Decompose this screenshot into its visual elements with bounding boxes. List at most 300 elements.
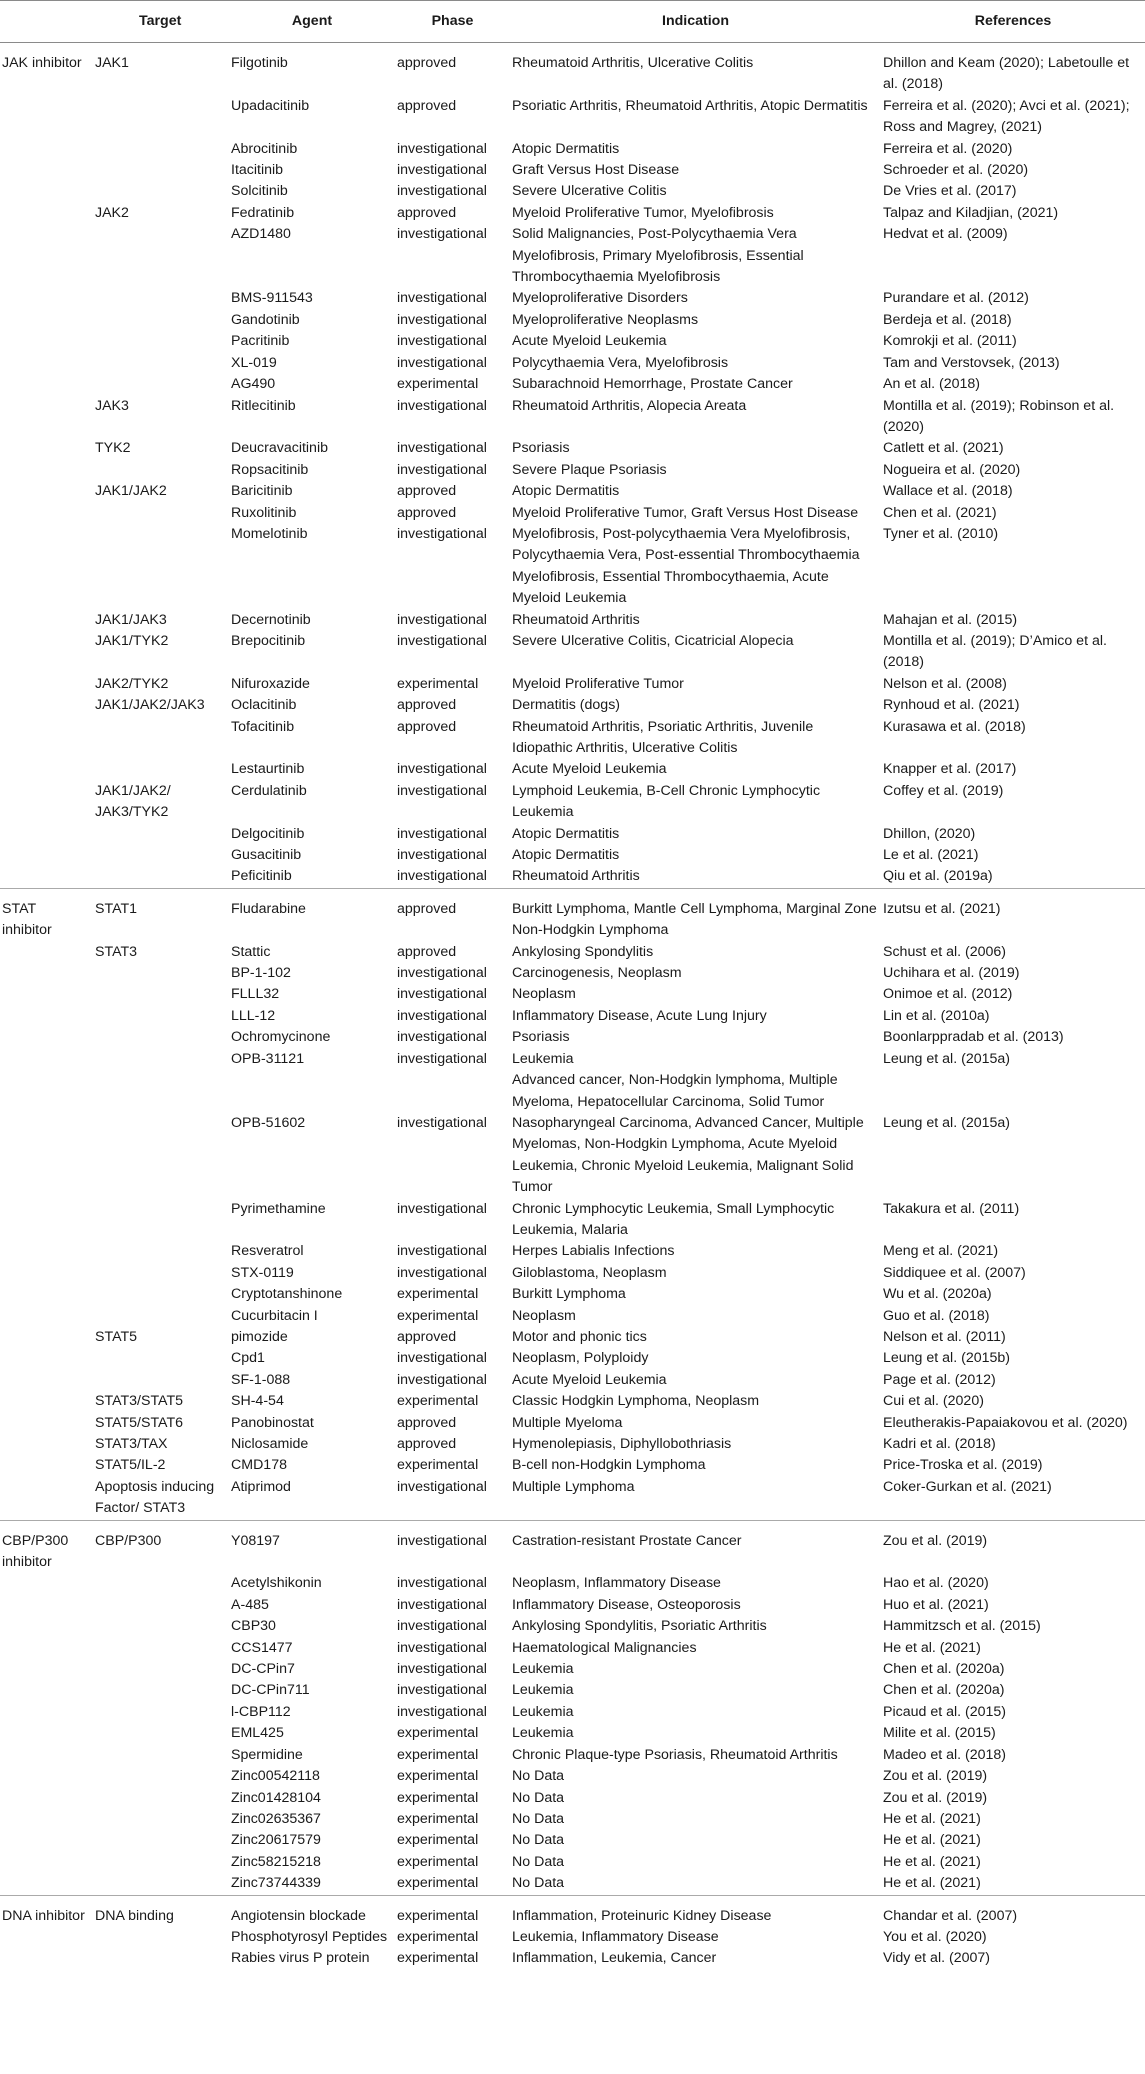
empty-cell [0, 1434, 93, 1455]
agent-cell: Zinc20617579 [231, 1832, 321, 1849]
table-row [0, 1680, 1145, 1701]
table-row [0, 1616, 1145, 1637]
references-cell: Hao et al. (2020) [883, 1575, 989, 1592]
references-cell: Dhillon, (2020) [883, 825, 976, 842]
target-cell [93, 310, 229, 331]
table-row [0, 1284, 1145, 1305]
target-cell: STAT1 [95, 900, 138, 917]
agent-cell: Angiotensin blockade [231, 1907, 366, 1924]
empty-cell [0, 610, 93, 631]
table-row [0, 160, 1145, 181]
empty-cell [0, 963, 93, 984]
references-cell: He et al. (2021) [883, 1875, 981, 1892]
references-cell: Chen et al. (2020a) [883, 1682, 1005, 1699]
target-cell [93, 1830, 229, 1851]
agent-cell: BMS-911543 [231, 290, 313, 307]
empty-cell [0, 1638, 93, 1659]
target-cell [93, 866, 229, 888]
agent-cell: Nifuroxazide [231, 675, 310, 692]
phase-cell: investigational [397, 140, 487, 157]
indication-cell: Subarachnoid Hemorrhage, Prostate Cancer [512, 376, 793, 393]
references-cell: Picaud et al. (2015) [883, 1703, 1007, 1720]
references-cell: Qiu et al. (2019a) [883, 868, 993, 885]
empty-cell [0, 503, 93, 524]
target-cell [93, 1852, 229, 1873]
empty-cell [0, 1873, 93, 1895]
empty-cell [0, 759, 93, 780]
phase-cell: investigational [397, 162, 487, 179]
agent-cell: pimozide [231, 1328, 288, 1345]
agent-cell: Ruxolitinib [231, 504, 297, 521]
references-cell: He et al. (2021) [883, 1832, 981, 1849]
phase-cell: approved [397, 504, 457, 521]
phase-cell: investigational [397, 1618, 487, 1635]
target-cell [93, 331, 229, 352]
empty-cell [0, 524, 93, 610]
category-cell: CBP/P300 inhibitor [2, 1532, 69, 1571]
references-cell: Takakura et al. (2011) [883, 1200, 1020, 1217]
references-cell: Leung et al. (2015a) [883, 1114, 1010, 1131]
target-cell: JAK1/JAK2/ JAK3/TYK2 [95, 782, 171, 821]
agent-cell: Fedratinib [231, 204, 295, 221]
target-cell: JAK2 [95, 204, 129, 221]
indication-cell: Atopic Dermatitis [512, 140, 620, 157]
target-cell [93, 160, 229, 181]
empty-cell [0, 781, 93, 824]
references-cell: Coffey et al. (2019) [883, 782, 1004, 799]
target-cell [93, 1263, 229, 1284]
table-row [0, 1595, 1145, 1616]
target-cell: JAK1/JAK2/JAK3 [95, 697, 205, 714]
references-cell: Leung et al. (2015b) [883, 1350, 1010, 1367]
table-row [0, 1873, 1145, 1895]
phase-cell: experimental [397, 1810, 479, 1827]
header-references: References [881, 1, 1145, 43]
header-agent: Agent [229, 1, 395, 43]
indication-cell: No Data [512, 1832, 565, 1849]
phase-cell: investigational [397, 986, 487, 1003]
table-row [0, 96, 1145, 139]
target-cell [93, 1573, 229, 1594]
references-cell: Onimoe et al. (2012) [883, 986, 1013, 1003]
phase-cell: approved [397, 718, 457, 735]
agent-cell: Zinc73744339 [231, 1875, 321, 1892]
agent-cell: Ochromycinone [231, 1029, 331, 1046]
table-row [0, 1413, 1145, 1434]
indication-cell: Burkitt Lymphoma, Mantle Cell Lymphoma, Marginal Zone Non-Hodgkin Lymphoma [512, 900, 877, 939]
empty-cell [0, 1327, 93, 1348]
agent-cell: AZD1480 [231, 226, 291, 243]
phase-cell: investigational [397, 1264, 487, 1281]
indication-cell: Graft Versus Host Disease [512, 162, 680, 179]
references-cell: You et al. (2020) [883, 1928, 987, 1945]
references-cell: Kadri et al. (2018) [883, 1436, 996, 1452]
target-cell [93, 1702, 229, 1723]
indication-cell: No Data [512, 1768, 565, 1785]
phase-cell: investigational [397, 311, 487, 328]
indication-cell: Neoplasm, Inflammatory Disease [512, 1575, 721, 1592]
phase-cell: approved [397, 697, 457, 714]
target-cell [93, 845, 229, 866]
phase-cell: investigational [397, 965, 487, 982]
empty-cell [0, 866, 93, 888]
target-cell: JAK3 [95, 397, 129, 414]
references-cell: Wu et al. (2020a) [883, 1286, 992, 1303]
table-row [0, 781, 1145, 824]
phase-cell: approved [397, 1436, 457, 1452]
header-category [0, 1, 93, 43]
references-cell: Purandare et al. (2012) [883, 290, 1029, 307]
references-cell: Schroeder et al. (2020) [883, 162, 1029, 179]
agent-cell: AG490 [231, 376, 276, 393]
references-cell: Ferreira et al. (2020); Avci et al. (2021); Ross and Magrey, (2021) [883, 97, 1130, 136]
target-cell: Apoptosis inducing Factor/ STAT3 [95, 1478, 215, 1517]
empty-cell [0, 1927, 93, 1948]
table-row [0, 845, 1145, 866]
references-cell: Leung et al. (2015a) [883, 1050, 1010, 1067]
agent-cell: LLL-12 [231, 1007, 276, 1024]
target-cell: CBP/P300 [95, 1532, 162, 1549]
table-row [0, 1927, 1145, 1948]
empty-cell [0, 717, 93, 760]
agent-cell: Ropsacitinib [231, 461, 309, 478]
indication-cell: Psoriasis [512, 440, 570, 457]
empty-cell [0, 631, 93, 674]
indication-cell: Myeloid Proliferative Tumor [512, 675, 684, 692]
target-cell [93, 1006, 229, 1027]
target-cell: STAT5/STAT6 [95, 1414, 184, 1431]
references-cell: Knapper et al. (2017) [883, 761, 1017, 778]
agent-cell: SF-1-088 [231, 1371, 291, 1388]
references-cell: Montilla et al. (2019); Robinson et al. (2020) [883, 397, 1115, 435]
target-cell [93, 717, 229, 760]
target-cell: JAK1/TYK2 [95, 632, 169, 649]
phase-cell: investigational [397, 1639, 487, 1656]
table-row [0, 460, 1145, 481]
target-cell [93, 1306, 229, 1327]
table-row [0, 1852, 1145, 1873]
empty-cell [0, 674, 93, 695]
phase-cell: investigational [397, 1703, 487, 1720]
table-row [0, 1027, 1145, 1048]
agent-cell: Atiprimod [231, 1478, 291, 1495]
phase-cell: experimental [397, 1768, 479, 1785]
table-row [0, 1659, 1145, 1680]
target-cell: JAK1/JAK2 [95, 483, 167, 500]
target-cell [93, 1070, 229, 1113]
target-cell [93, 1927, 229, 1948]
empty-cell [0, 1113, 93, 1199]
target-cell [93, 1370, 229, 1391]
indication-cell: Lymphoid Leukemia, B-Cell Chronic Lymphocytic Leukemia [512, 782, 821, 821]
phase-cell: investigational [397, 1007, 487, 1024]
indication-cell: Multiple Myeloma [512, 1414, 623, 1431]
empty-cell [0, 374, 93, 395]
table-row [0, 1006, 1145, 1027]
empty-cell [0, 224, 93, 288]
empty-cell [0, 310, 93, 331]
references-cell: Guo et al. (2018) [883, 1307, 990, 1324]
agent-cell: Ritlecitinib [231, 397, 296, 414]
target-cell [93, 288, 229, 309]
phase-cell: investigational [397, 1200, 487, 1217]
indication-cell: Myeloid Proliferative Tumor, Graft Versus Host Disease [512, 504, 859, 521]
references-cell: Price-Troska et al. (2019) [883, 1457, 1043, 1474]
phase-cell [395, 1070, 510, 1113]
agent-cell: DC-CPin7 [231, 1661, 295, 1678]
empty-cell [0, 1199, 93, 1242]
target-cell [93, 181, 229, 202]
empty-cell [0, 1391, 93, 1412]
empty-cell [0, 353, 93, 374]
agent-cell: Rabies virus P protein [231, 1950, 370, 1967]
empty-cell [0, 1680, 93, 1701]
target-cell [93, 353, 229, 374]
indication-cell: Inflammation, Leukemia, Cancer [512, 1950, 717, 1967]
indication-cell: Leukemia, Inflammatory Disease [512, 1928, 719, 1945]
indication-cell: Ankylosing Spondylitis [512, 943, 654, 960]
empty-cell [0, 942, 93, 963]
empty-cell [0, 1049, 93, 1070]
phase-cell: investigational [397, 1661, 487, 1678]
references-cell: Zou et al. (2019) [883, 1532, 988, 1549]
indication-cell: No Data [512, 1810, 565, 1827]
target-cell [93, 984, 229, 1005]
target-cell [93, 963, 229, 984]
indication-cell: Ankylosing Spondylitis, Psoriatic Arthritis [512, 1618, 767, 1635]
table-row [0, 1327, 1145, 1348]
indication-cell: Severe Ulcerative Colitis [512, 183, 667, 200]
phase-cell: investigational [397, 825, 487, 842]
target-cell [93, 1241, 229, 1262]
references-cell: Huo et al. (2021) [883, 1596, 989, 1613]
references-cell: Montilla et al. (2019); D’Amico et al. (2018) [883, 632, 1107, 671]
table-row [0, 1434, 1145, 1455]
phase-cell: experimental [397, 1286, 479, 1303]
references-cell: An et al. (2018) [883, 376, 981, 393]
references-cell: Kurasawa et al. (2018) [883, 718, 1026, 735]
references-cell: Siddiquee et al. (2007) [883, 1264, 1026, 1281]
indication-cell: Chronic Lymphocytic Leukemia, Small Lymphocytic Leukemia, Malaria [512, 1200, 835, 1238]
indication-cell: Psoriatic Arthritis, Rheumatoid Arthritis, Atopic Dermatitis [512, 97, 868, 114]
empty-cell [0, 1788, 93, 1809]
table-row [0, 1477, 1145, 1520]
phase-cell: approved [397, 900, 457, 917]
header-target: Target [93, 1, 229, 43]
indication-cell: Polycythaemia Vera, Myelofibrosis [512, 354, 729, 371]
indication-cell: Neoplasm [512, 1307, 576, 1324]
agent-cell: Resveratrol [231, 1243, 304, 1260]
empty-cell [0, 481, 93, 502]
agent-cell: Cpd1 [231, 1350, 265, 1367]
agent-cell: CMD178 [231, 1457, 287, 1474]
table-row [0, 1455, 1145, 1476]
target-cell [93, 1723, 229, 1744]
agent-cell: Zinc00542118 [231, 1768, 320, 1785]
table-row [0, 1948, 1145, 1969]
phase-cell: investigational [397, 782, 487, 799]
phase-cell: experimental [397, 1789, 479, 1806]
table-row [0, 353, 1145, 374]
indication-cell: Neoplasm [512, 986, 576, 1003]
agent-cell: Upadacitinib [231, 97, 310, 114]
phase-cell: experimental [397, 1950, 479, 1967]
empty-cell [0, 1455, 93, 1476]
table-body [0, 43, 1145, 1970]
indication-cell: No Data [512, 1875, 565, 1892]
agent-cell: Panobinostat [231, 1414, 314, 1431]
agent-cell: Phosphotyrosyl Peptides [231, 1928, 388, 1945]
references-cell: Schust et al. (2006) [883, 943, 1007, 960]
references-cell: Nelson et al. (2011) [883, 1328, 1006, 1345]
table-row [0, 1702, 1145, 1723]
table-row [0, 695, 1145, 716]
agent-cell: Cerdulatinib [231, 782, 307, 799]
agent-cell: Y08197 [231, 1532, 280, 1549]
references-cell: Chandar et al. (2007) [883, 1907, 1018, 1924]
agent-cell: FLLL32 [231, 986, 280, 1003]
indication-cell: Nasopharyngeal Carcinoma, Advanced Cancer, Multiple Myelomas, Non-Hodgkin Lymphoma, Acute Myeloid Leukemia, Chronic Myeloid Leukemia, Malignant Solid Tumor [512, 1114, 864, 1196]
agent-cell: STX-0119 [231, 1264, 294, 1281]
indication-cell: Rheumatoid Arthritis, Alopecia Areata [512, 397, 747, 414]
target-cell [93, 1049, 229, 1070]
table-header [0, 1, 1145, 43]
table-row [0, 1391, 1145, 1412]
target-cell [93, 1948, 229, 1969]
target-cell: JAK2/TYK2 [95, 675, 169, 692]
references-cell: Uchihara et al. (2019) [883, 965, 1020, 982]
indication-cell: Herpes Labialis Infections [512, 1243, 675, 1260]
indication-cell: Inflammatory Disease, Osteoporosis [512, 1596, 741, 1613]
table-row [0, 610, 1145, 631]
header-phase: Phase [395, 1, 510, 43]
empty-cell [0, 1830, 93, 1851]
agent-cell: Delgocitinib [231, 825, 305, 842]
table-row [0, 139, 1145, 160]
indication-cell: Motor and phonic tics [512, 1328, 647, 1345]
indication-cell: Atopic Dermatitis [512, 483, 620, 500]
agent-cell: Zinc01428104 [231, 1789, 321, 1806]
indication-cell: B-cell non-Hodgkin Lymphoma [512, 1457, 706, 1474]
table-row [0, 524, 1145, 610]
phase-cell: approved [397, 943, 457, 960]
agent-cell: Deucravacitinib [231, 440, 328, 457]
header-indication: Indication [510, 1, 881, 43]
references-cell: Coker-Gurkan et al. (2021) [883, 1478, 1052, 1495]
table-row [0, 1348, 1145, 1369]
indication-cell: Haematological Malignancies [512, 1639, 697, 1656]
empty-cell [0, 203, 93, 224]
indication-cell: Leukemia [512, 1703, 574, 1720]
empty-cell [0, 1852, 93, 1873]
target-cell: STAT3/STAT5 [95, 1393, 184, 1410]
empty-cell [0, 288, 93, 309]
empty-cell [0, 1745, 93, 1766]
references-cell: Le et al. (2021) [883, 847, 979, 864]
references-cell [881, 1070, 1145, 1113]
indication-cell: Acute Myeloid Leukemia [512, 761, 667, 778]
table-row [0, 331, 1145, 352]
phase-cell: investigational [397, 1029, 487, 1046]
phase-cell: investigational [397, 461, 487, 478]
references-cell: Zou et al. (2019) [883, 1768, 988, 1785]
target-cell [93, 1766, 229, 1787]
references-cell: He et al. (2021) [883, 1810, 981, 1827]
table-row [0, 396, 1145, 439]
target-cell [93, 1680, 229, 1701]
indication-cell: Acute Myeloid Leukemia [512, 1371, 667, 1388]
target-cell: TYK2 [95, 440, 131, 457]
references-cell: Dhillon and Keam (2020); Labetoulle et al. (2018) [883, 55, 1130, 93]
indication-cell: Myeloid Proliferative Tumor, Myelofibrosis [512, 204, 774, 221]
phase-cell: investigational [397, 611, 487, 628]
target-cell [93, 1199, 229, 1242]
target-cell: STAT5/IL-2 [95, 1457, 166, 1474]
agent-cell: Pacritinib [231, 333, 290, 350]
agent-cell: CCS1477 [231, 1639, 293, 1656]
table-row [0, 1573, 1145, 1594]
target-cell [93, 503, 229, 524]
empty-cell [0, 160, 93, 181]
agent-cell: Gusacitinib [231, 847, 302, 864]
table-row [0, 1370, 1145, 1391]
target-cell [93, 1284, 229, 1305]
agent-cell: Spermidine [231, 1746, 303, 1763]
phase-cell: investigational [397, 290, 487, 307]
references-cell: He et al. (2021) [883, 1639, 981, 1656]
phase-cell: experimental [397, 1393, 479, 1410]
target-cell: STAT3 [95, 943, 138, 960]
agent-cell: Lestaurtinib [231, 761, 305, 778]
header-row [0, 1, 1145, 43]
empty-cell [0, 1306, 93, 1327]
table-row [0, 889, 1145, 942]
target-cell [93, 1113, 229, 1199]
empty-cell [0, 1948, 93, 1969]
agent-cell: Momelotinib [231, 525, 308, 542]
empty-cell [0, 695, 93, 716]
indication-cell: Multiple Lymphoma [512, 1478, 635, 1495]
table-row [0, 1809, 1145, 1830]
agent-cell: Oclacitinib [231, 697, 297, 714]
empty-cell [0, 460, 93, 481]
empty-cell [0, 984, 93, 1005]
empty-cell [0, 139, 93, 160]
indication-cell: Leukemia [512, 1725, 574, 1742]
phase-cell: experimental [397, 1832, 479, 1849]
references-cell: Cui et al. (2020) [883, 1393, 984, 1410]
empty-cell [0, 1413, 93, 1434]
target-cell [93, 759, 229, 780]
agent-cell: SH-4-54 [231, 1393, 284, 1410]
indication-cell: Acute Myeloid Leukemia [512, 333, 667, 350]
empty-cell [0, 1241, 93, 1262]
table-row [0, 1199, 1145, 1242]
references-cell: Tyner et al. (2010) [883, 525, 999, 542]
empty-cell [0, 96, 93, 139]
phase-cell: experimental [397, 1307, 479, 1324]
empty-cell [0, 1659, 93, 1680]
agent-cell: Acetylshikonin [231, 1575, 322, 1592]
references-cell: Wallace et al. (2018) [883, 483, 1013, 500]
references-cell: Boonlarppradab et al. (2013) [883, 1029, 1064, 1046]
references-cell: Zou et al. (2019) [883, 1789, 988, 1806]
references-cell: Hedvat et al. (2009) [883, 226, 1008, 243]
phase-cell: investigational [397, 1682, 487, 1699]
phase-cell: approved [397, 97, 457, 114]
phase-cell: investigational [397, 525, 487, 542]
phase-cell: investigational [397, 333, 487, 350]
